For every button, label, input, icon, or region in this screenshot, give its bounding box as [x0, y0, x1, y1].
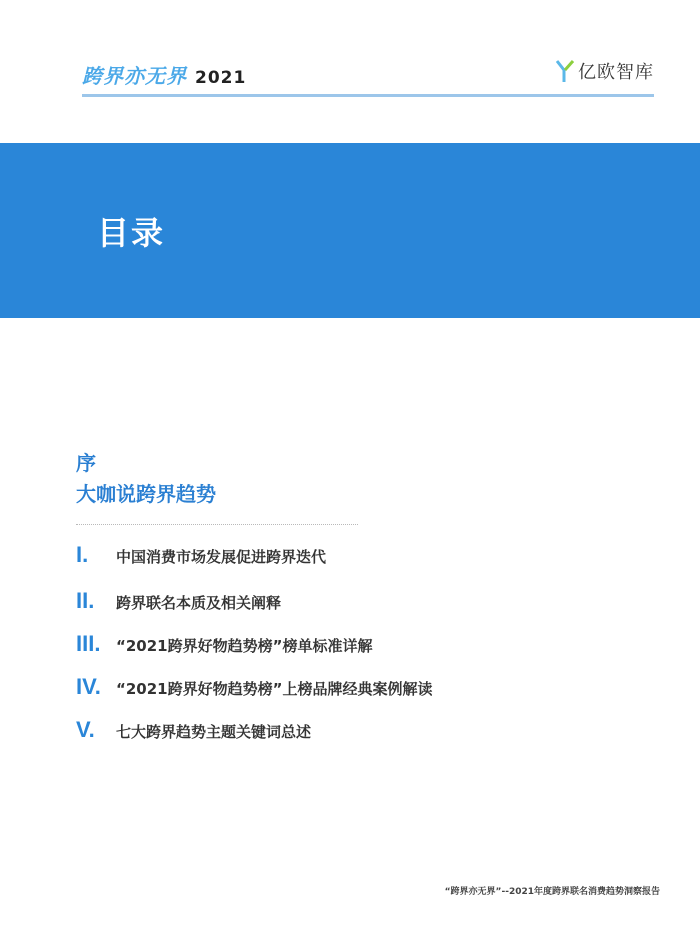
toc-title: “2021跨界好物趋势榜”上榜品牌经典案例解读: [116, 680, 433, 698]
preface-block: [76, 448, 216, 510]
dotted-divider: [76, 524, 358, 525]
toc-title: “2021跨界好物趋势榜”榜单标准详解: [116, 637, 373, 655]
toc-number: III.: [76, 631, 101, 656]
toc-number: II.: [76, 588, 95, 613]
yiou-logo: [556, 58, 654, 84]
brand-year: 2021: [195, 68, 247, 88]
toc-item-2[interactable]: [76, 588, 281, 614]
toc-number: I.: [76, 542, 89, 567]
page-footer: “跨界亦无界”--2021年度跨界联名消费趋势洞察报告: [444, 887, 660, 897]
brand-script-title: 跨界亦无界: [82, 64, 187, 88]
preface-subheading[interactable]: 大咖说跨界趋势: [76, 482, 216, 506]
yiou-y-logo-icon: [556, 59, 574, 83]
logo-text: 亿欧智库: [578, 62, 654, 83]
toc-number: V.: [76, 717, 95, 742]
page-header: [82, 58, 654, 98]
page-title: 目录: [97, 214, 166, 252]
toc-item-3[interactable]: [76, 631, 372, 657]
preface-heading[interactable]: 序: [76, 451, 96, 475]
toc-title: 七大跨界趋势主题关键词总述: [116, 723, 312, 741]
report-brand: [82, 60, 246, 89]
toc-item-5[interactable]: [76, 717, 311, 743]
toc-item-1[interactable]: [76, 542, 326, 568]
toc-title: 跨界联名本质及相关阐释: [116, 594, 282, 612]
title-banner: [0, 143, 700, 318]
toc-title: 中国消费市场发展促进跨界迭代: [116, 548, 327, 566]
header-divider: [82, 94, 654, 97]
toc-item-4[interactable]: [76, 674, 432, 700]
toc-number: IV.: [76, 674, 101, 699]
